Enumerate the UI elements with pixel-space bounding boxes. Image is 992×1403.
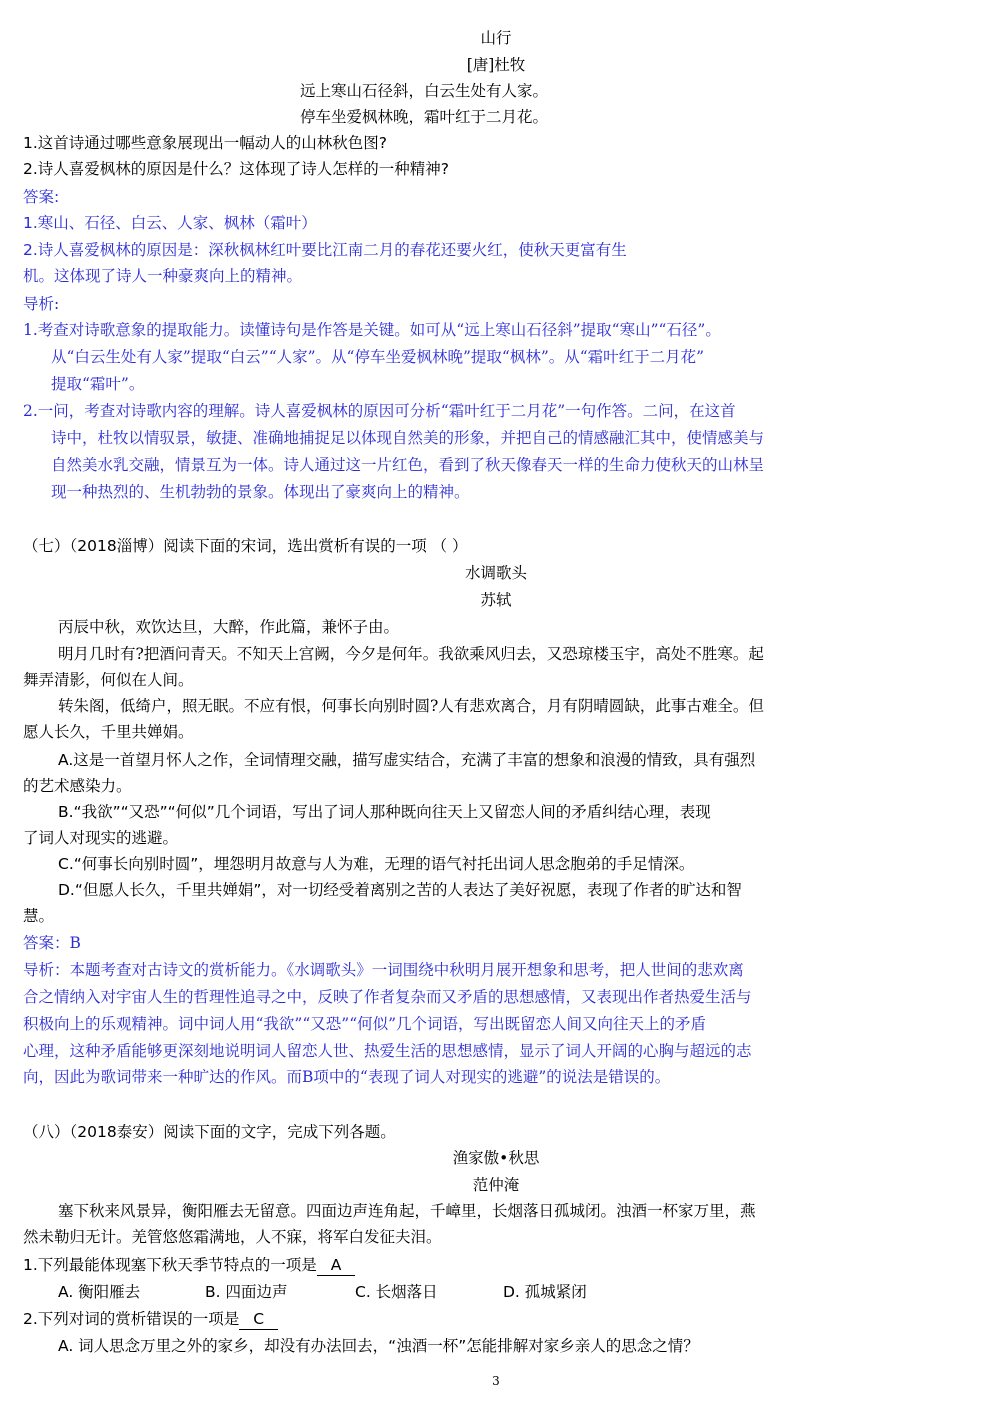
analysis-line: 向，因此为歌词带来一种旷达的作风。而B项中的“表现了词人对现实的逃避”的说法是错误的。: [23, 1068, 671, 1086]
section-heading: （七）（2018淄博）阅读下面的宋词，选出赏析有误的一项 （ ）: [23, 537, 468, 555]
option-c: C. 长烟落日: [355, 1283, 438, 1301]
option-a: A.这是一首望月怀人之作，全词情理交融，描写虚实结合，充满了丰富的想象和浪漫的情致，具有强烈: [58, 751, 756, 769]
ci-title: 水调歌头: [464, 564, 527, 582]
question-1: [23, 1252, 355, 1278]
section-heading: （八）（2018泰安）阅读下面的文字，完成下列各题。: [23, 1123, 396, 1141]
analysis-line: 诗中，杜牧以情驭景，敏捷、准确地捕捉足以体现自然美的形象，并把自己的情感融汇其中，使情感美与: [51, 429, 765, 447]
answer-item: 2.诗人喜爱枫林的原因是：深秋枫林红叶要比江南二月的春花还要火红，使秋天更富有生: [23, 241, 627, 259]
answer-item: 1.寒山、石径、白云、人家、枫林（霜叶）: [23, 214, 317, 232]
ci-text: 丙辰中秋，欢饮达旦，大醉，作此篇，兼怀子由。: [58, 618, 400, 636]
question-text: 2.下列对词的赏析错误的一项是: [23, 1310, 240, 1328]
option-b: B.“我欲”“又恐”“何似”几个词语，写出了词人那种既向往天上又留恋人间的矛盾纠结心理，表现: [58, 803, 711, 821]
option-b-cont: 了词人对现实的逃避。: [23, 829, 179, 847]
question-1: 1.这首诗通过哪些意象展现出一幅动人的山林秋色图?: [23, 134, 388, 152]
ci-text: 愿人长久，千里共婵娟。: [23, 723, 194, 741]
question-2: 2.诗人喜爱枫林的原因是什么？这体现了诗人怎样的一种精神?: [23, 160, 450, 178]
option-a-cont: 的艺术感染力。: [23, 777, 132, 795]
page-number: 3: [492, 1374, 500, 1388]
option-b: B. 四面边声: [205, 1283, 288, 1301]
ci-text: 然未勒归无计。羌管悠悠霜满地，人不寐，将军白发征夫泪。: [23, 1228, 442, 1246]
answer-text: 答案：B: [23, 934, 81, 952]
analysis-line: 导析：本题考查对古诗文的赏析能力。《水调歌头》一词围绕中秋明月展开想象和思考，把人世间的悲欢离: [23, 961, 744, 979]
option-a: A. 衡阳雁去: [58, 1283, 141, 1301]
analysis-line: 现一种热烈的、生机勃勃的景象。体现出了豪爽向上的精神。: [51, 483, 470, 501]
analysis-line: 2.一问，考查对诗歌内容的理解。诗人喜爱枫林的原因可分析“霜叶红于二月花”一句作答。二问，在这首: [23, 402, 736, 420]
question-text: 1.下列最能体现塞下秋天季节特点的一项是: [23, 1256, 317, 1274]
analysis-line: 心理，这种矛盾能够更深刻地说明词人留恋人世、热爱生活的思想感情，显示了词人开阔的心胸与超远的志: [23, 1042, 752, 1060]
ci-author: 范仲淹: [472, 1176, 520, 1194]
question-2: [23, 1306, 278, 1332]
answer-blank: A: [317, 1255, 356, 1276]
option-d-cont: 慧。: [23, 907, 55, 925]
poem-line: 远上寒山石径斜，白云生处有人家。: [300, 82, 549, 100]
analysis-line: 自然美水乳交融，情景互为一体。诗人通过这一片红色，看到了秋天像春天一样的生命力使秋天的山林呈: [51, 456, 765, 474]
answer-item: 机。这体现了诗人一种豪爽向上的精神。: [23, 267, 303, 285]
analysis-line: 合之情纳入对宇宙人生的哲理性追寻之中，反映了作者复杂而又矛盾的思想感情，又表现出作者热爱生活与: [23, 988, 752, 1006]
poem-title: 山行: [480, 29, 512, 47]
option-a: A. 词人思念万里之外的家乡，却没有办法回去，“浊酒一杯”怎能排解对家乡亲人的思念之情？: [58, 1337, 699, 1355]
poem-line: 停车坐爱枫林晚，霜叶红于二月花。: [300, 108, 549, 126]
ci-text: 明月几时有?把酒问青天。不知天上宫阙，今夕是何年。我欲乘风归去，又恐琼楼玉宇，高处不胜寒。起: [58, 645, 764, 663]
analysis-line: 1.考查对诗歌意象的提取能力。读懂诗句是作答是关键。如可从“远上寒山石径斜”提取“寒山”“石径”。: [23, 321, 721, 339]
analysis-line: 从“白云生处有人家”提取“白云”“人家”。从“停车坐爱枫林晚”提取“枫林”。从“霜叶红于二月花”: [51, 348, 705, 366]
ci-author: 苏轼: [480, 591, 512, 609]
option-d: D. 孤城紧闭: [503, 1283, 587, 1301]
option-d: D.“但愿人长久，千里共婵娟”，对一切经受着离别之苦的人表达了美好祝愿，表现了作者的旷达和智: [58, 881, 742, 899]
analysis-line: 提取“霜叶”。: [51, 375, 145, 393]
answer-blank: C: [239, 1309, 278, 1330]
ci-text: 塞下秋来风景异，衡阳雁去无留意。四面边声连角起，千嶂里，长烟落日孤城闭。浊酒一杯家万里，燕: [58, 1202, 756, 1220]
ci-title: 渔家傲•秋思: [452, 1149, 540, 1167]
analysis-label: 导析:: [23, 295, 60, 313]
option-c: C.“何事长向别时圆”，埋怨明月故意与人为难，无理的语气衬托出词人思念胞弟的手足情深。: [58, 855, 695, 873]
answer-label: 答案:: [23, 188, 60, 206]
ci-text: 舞弄清影，何似在人间。: [23, 671, 194, 689]
poem-author: [唐]杜牧: [466, 56, 526, 74]
analysis-line: 积极向上的乐观精神。词中词人用“我欲”“又恐”“何似”几个词语，写出既留恋人间又向往天上的矛盾: [23, 1015, 707, 1033]
ci-text: 转朱阁，低绮户，照无眠。不应有恨，何事长向别时圆?人有悲欢离合，月有阴晴圆缺，此事古难全。但: [58, 697, 764, 715]
